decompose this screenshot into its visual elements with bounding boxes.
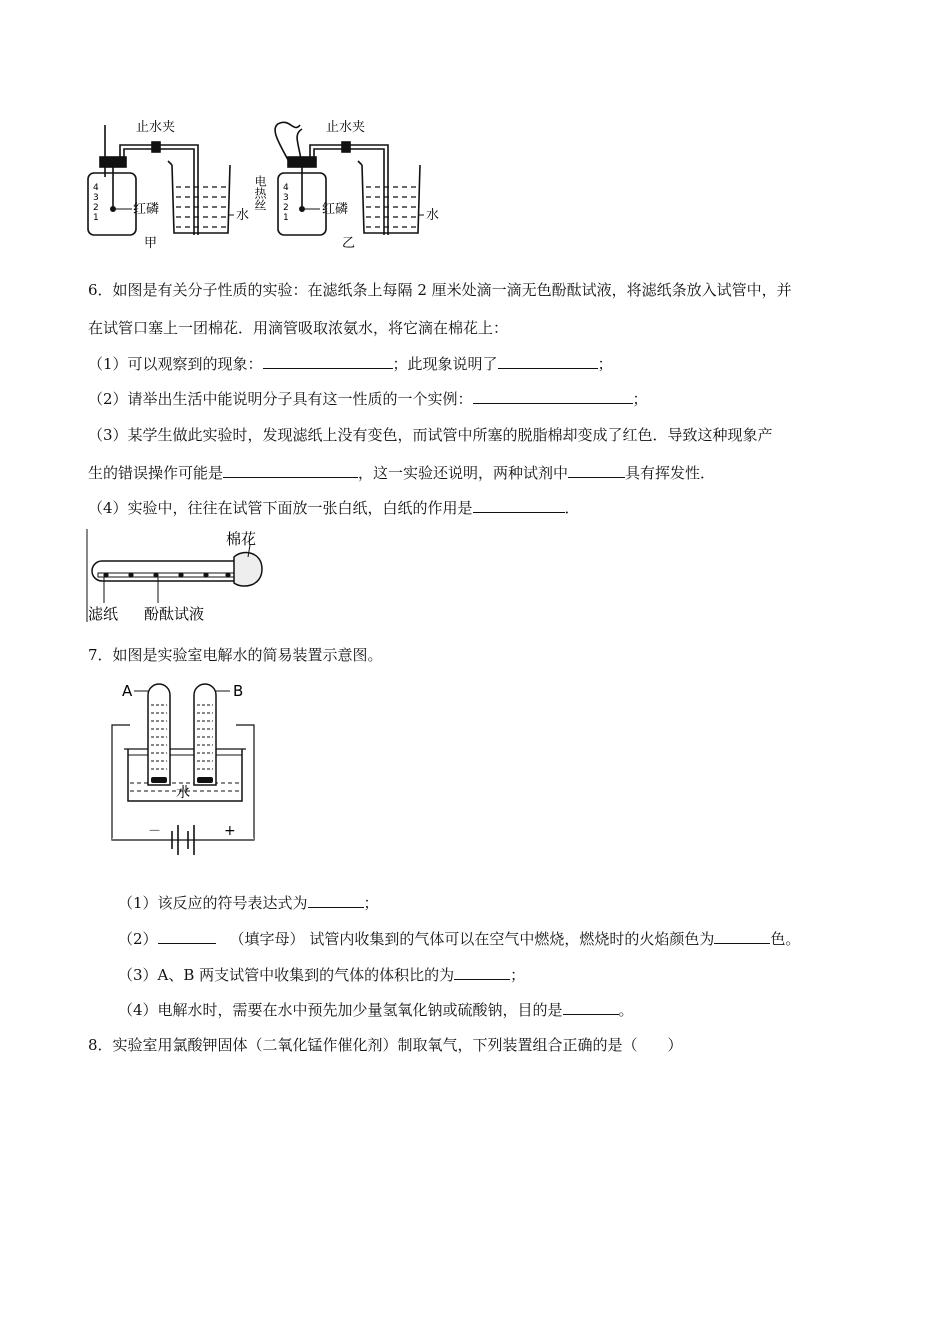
mark-right-3: 3	[283, 193, 289, 203]
tube-b	[194, 684, 216, 785]
q7-p1-blank[interactable]	[308, 892, 364, 908]
electrode-b	[197, 777, 213, 783]
filter-paper-label: 滤纸	[88, 605, 119, 623]
q7-part2: （2） （填字母） 试管内收集到的气体可以在空气中燃烧，燃烧时的火焰颜色为 色。	[118, 930, 801, 948]
q7-part3: （3）A、B 两支试管中收集到的气体的体积比的为 ；	[118, 966, 526, 984]
test-tube-figure	[86, 527, 266, 627]
q7-part4: （4）电解水时，需要在水中预先加少量氢氧化钠或硫酸钠，目的是 。	[118, 1001, 634, 1019]
caption-left: 甲	[144, 236, 158, 251]
mark-left-3: 3	[93, 193, 99, 203]
phosphorus-label-right: 红磷	[322, 202, 349, 217]
q6-part2: （2）请举出生活中能说明分子具有这一性质的一个实例： ；	[88, 390, 648, 408]
mark-left-4: 4	[93, 183, 99, 193]
q7-p2-blank2[interactable]	[714, 928, 770, 944]
clamp-label-right: 止水夹	[326, 120, 366, 135]
cotton-plug	[234, 553, 262, 587]
q6-stem-line1: 6．如图是有关分子性质的实验：在滤纸条上每隔 2 厘米处滴一滴无色酚酞试液，将滤纸条放入试管中，并	[88, 281, 792, 299]
tube-a	[148, 684, 170, 785]
label-a: A	[122, 682, 133, 700]
water-dashes-left	[176, 187, 226, 227]
water-label: 水	[176, 785, 190, 801]
q8-stem: 8．实验室用氯酸钾固体（二氧化锰作催化剂）制取氧气，下列装置组合正确的是（ ）	[88, 1036, 683, 1054]
mark-left-1: 1	[93, 213, 99, 223]
electrolysis-figure	[108, 675, 263, 865]
q6-p2-blank[interactable]	[473, 388, 633, 404]
phosphorus-label-left: 红磷	[133, 202, 160, 217]
q7-p2-blank1[interactable]	[158, 928, 216, 944]
mark-left-2: 2	[93, 203, 99, 213]
q6-part3-line1: （3）某学生做此实验时，发现滤纸上没有变色，而试管中所塞的脱脂棉却变成了红色．导致这种现象产	[88, 426, 773, 444]
mark-right-2: 2	[283, 203, 289, 213]
phosphorus-apparatus-figure	[80, 115, 450, 260]
wire-label: 电热丝	[253, 175, 267, 211]
minus-label: －	[148, 824, 162, 839]
q7-p3-blank[interactable]	[454, 964, 510, 980]
apparatus-right	[275, 122, 420, 235]
q6-stem-line2: 在试管口塞上一团棉花．用滴管吸取浓氨水，将它滴在棉花上：	[88, 319, 509, 337]
q7-part1: （1）该反应的符号表达式为 ；	[118, 894, 379, 912]
caption-right: 乙	[342, 236, 356, 251]
water-label-left: 水	[236, 208, 250, 223]
q6-p3-blank2[interactable]	[568, 462, 625, 478]
q6-part1: （1）可以观察到的现象： ；此现象说明了 ；	[88, 355, 613, 373]
clamp-label-left: 止水夹	[136, 120, 176, 135]
mark-right-1: 1	[283, 213, 289, 223]
q6-part4: （4）实验中，往往在试管下面放一张白纸，白纸的作用是 ．	[88, 499, 580, 517]
phosphorus-dot-left	[110, 206, 116, 212]
q7-p4-blank[interactable]	[563, 999, 619, 1015]
cotton-label: 棉花	[226, 530, 257, 548]
q6-part3-line2: 生的错误操作可能是 ，这一实验还说明，两种试剂中 具有挥发性．	[88, 464, 716, 482]
apparatus-left	[88, 125, 230, 235]
indicator-label: 酚酞试液	[144, 605, 205, 623]
q7-stem: 7．如图是实验室电解水的简易装置示意图。	[88, 646, 383, 664]
mark-right-4: 4	[283, 183, 289, 193]
water-dashes-right	[366, 187, 416, 227]
q6-p3-blank1[interactable]	[223, 462, 358, 478]
q6-p4-blank[interactable]	[473, 497, 565, 513]
plus-label: +	[224, 823, 236, 839]
phosphorus-dot-right	[299, 206, 305, 212]
water-label-right: 水	[426, 208, 440, 223]
q6-p1-blank1[interactable]	[263, 353, 393, 369]
electrode-a	[151, 777, 167, 783]
label-b: B	[233, 682, 244, 700]
q6-p1-blank2[interactable]	[498, 353, 598, 369]
